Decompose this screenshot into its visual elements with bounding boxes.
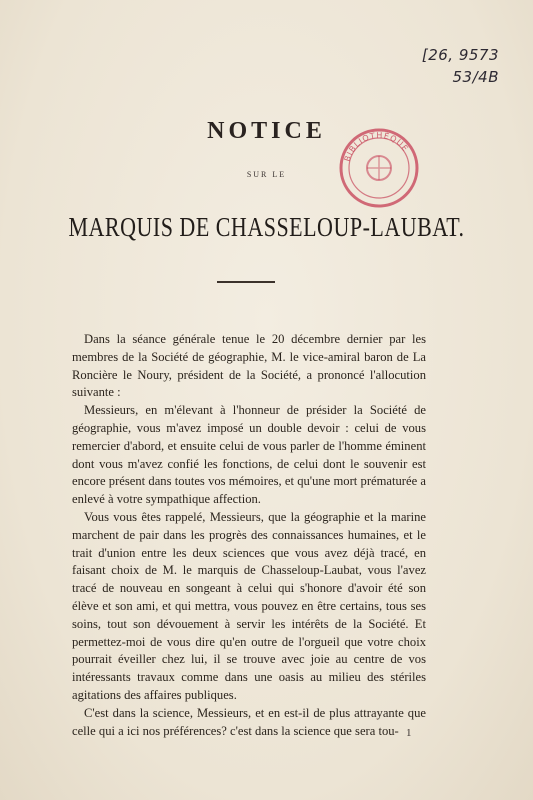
shelfmark-line-2: 53/4B	[452, 68, 499, 86]
body-text	[72, 331, 426, 740]
handwritten-shelfmark	[399, 44, 499, 88]
paragraph-1: Dans la séance générale tenue le 20 décembre dernier par les membres de la Société de géographie, M. le vice-amiral baron de La Roncière le Noury, président de la Société, a prononcé l'allocution suivante :	[72, 332, 426, 400]
paragraph-4: C'est dans la science, Messieurs, et en est-il de plus attrayante que celle qui a ici nos préférences? c'est dans la science que sera tou-	[72, 705, 426, 738]
page-number: 1	[406, 727, 412, 739]
paragraph-3: Vous vous êtes rappelé, Messieurs, que la géographie et la marine marchent de pair dans les progrès des connaissances humaines, et le trait d'union entre les deux sciences que vous avez déjà tracé, en faisant choix de M. le marquis de Chasseloup-Laubat, vous l'avez tracé de nouveau en songeant à celui qui s'honore d'avoir été son élève et son ami, et qui mettra, vous pouvez en être certains, tous ses soins, tout son dévouement à servir les intérêts de la Société. Et permettez-moi de vous dire qu'en outre de l'orgueil que votre choix pourrait éveiller chez lui, il se trouve avec joie au centre de vos intéressants travaux comme dans une oasis au milieu des stériles agitations des affaires publiques.	[72, 509, 426, 702]
stamp-text: BIBLIOTHÈQUE	[342, 130, 411, 163]
shelfmark-line-1: [26, 9573	[421, 46, 499, 64]
title-divider	[217, 281, 275, 283]
paragraph-2: Messieurs, en m'élevant à l'honneur de présider la Société de géographie, vous m'avez imposé un double devoir : celui de vous remercier d'abord, et ensuite celui de vous parler de l'homme éminent dont vous m'avez confié les fonctions, de celui dont le souvenir est encore présent dans toutes vos mémoires, et qu'une mort prématurée a enlevé à votre sympathique affection.	[72, 403, 426, 507]
subject-name: MARQUIS DE CHASSELOUP-LAUBAT.	[68, 211, 465, 243]
page-title: NOTICE	[207, 118, 326, 144]
title-connector: SUR LE	[246, 170, 287, 179]
